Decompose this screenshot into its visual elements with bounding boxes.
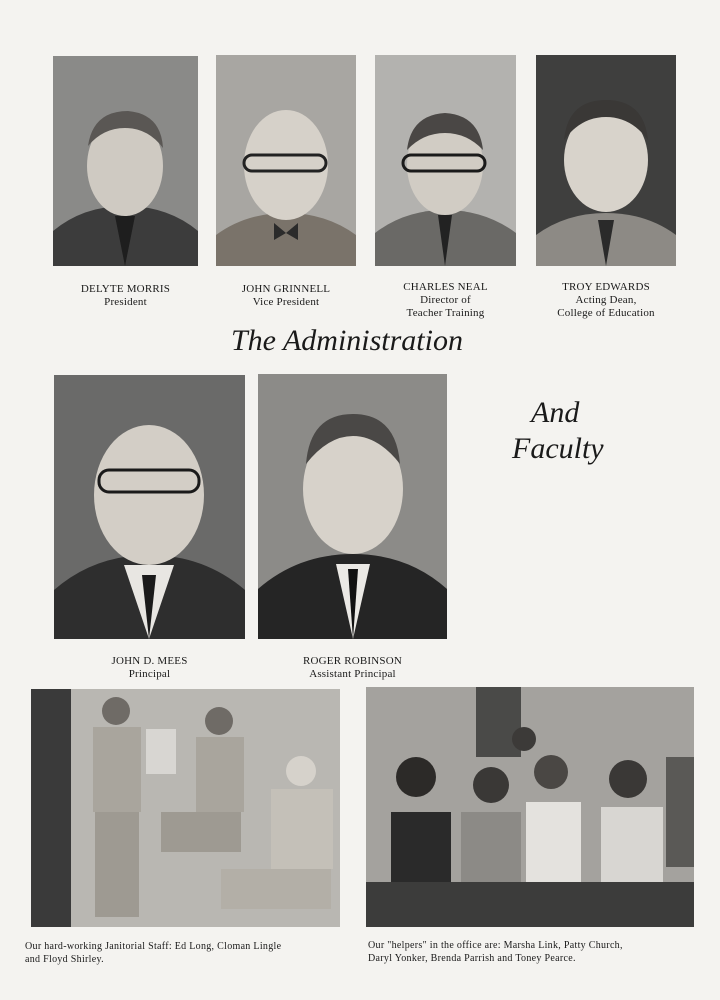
caption-line2: and Floyd Shirley. <box>25 954 104 965</box>
photo-janitorial-staff <box>31 689 340 927</box>
person-role: Assistant Principal <box>309 668 396 680</box>
person-name: JOHN GRINNELL <box>241 283 331 295</box>
subtitle-faculty: Faculty <box>512 432 604 465</box>
person-name: ROGER ROBINSON <box>302 655 403 667</box>
person-name: JOHN D. MEES <box>111 655 188 667</box>
caption-office-helpers <box>368 939 698 965</box>
portrait-image <box>54 375 245 639</box>
label-john-grinnell <box>211 283 361 309</box>
portrait-image <box>258 374 447 639</box>
person-role: Vice President <box>252 296 320 308</box>
person-role-line1: Director of <box>420 294 471 306</box>
caption-line2: Daryl Yonker, Brenda Parrish and Toney Pearce. <box>368 953 576 964</box>
person-name: TROY EDWARDS <box>562 281 650 293</box>
group-photo-image <box>366 687 694 927</box>
label-roger-robinson <box>253 655 452 681</box>
label-troy-edwards <box>526 281 686 320</box>
label-delyte-morris <box>53 283 198 309</box>
portrait-roger-robinson <box>258 374 447 639</box>
portrait-john-grinnell <box>216 55 356 266</box>
portrait-image <box>536 55 676 266</box>
group-photo-image <box>31 689 340 927</box>
portrait-delyte-morris <box>53 56 198 266</box>
portrait-image <box>53 56 198 266</box>
page-title: The Administration <box>231 324 463 357</box>
portrait-image <box>216 55 356 266</box>
person-role-line2: College of Education <box>557 307 655 319</box>
caption-line1: Our "helpers" in the office are: Marsha Link, Patty Church, <box>368 940 623 951</box>
portrait-image <box>375 55 516 266</box>
person-role: President <box>104 296 147 308</box>
photo-office-helpers <box>366 687 694 927</box>
portrait-troy-edwards <box>536 55 676 266</box>
label-john-mees <box>54 655 245 681</box>
person-name: CHARLES NEAL <box>403 281 488 293</box>
subtitle-and: And <box>531 396 580 429</box>
caption-line1: Our hard-working Janitorial Staff: Ed Long, Cloman Lingle <box>25 941 282 952</box>
caption-janitorial-staff <box>25 940 350 966</box>
person-role-line2: Teacher Training <box>406 307 485 319</box>
person-name: DELYTE MORRIS <box>80 283 171 295</box>
person-role: Principal <box>128 668 171 680</box>
portrait-charles-neal <box>375 55 516 266</box>
portrait-john-mees <box>54 375 245 639</box>
person-role-line1: Acting Dean, <box>575 294 637 306</box>
label-charles-neal <box>370 281 521 320</box>
